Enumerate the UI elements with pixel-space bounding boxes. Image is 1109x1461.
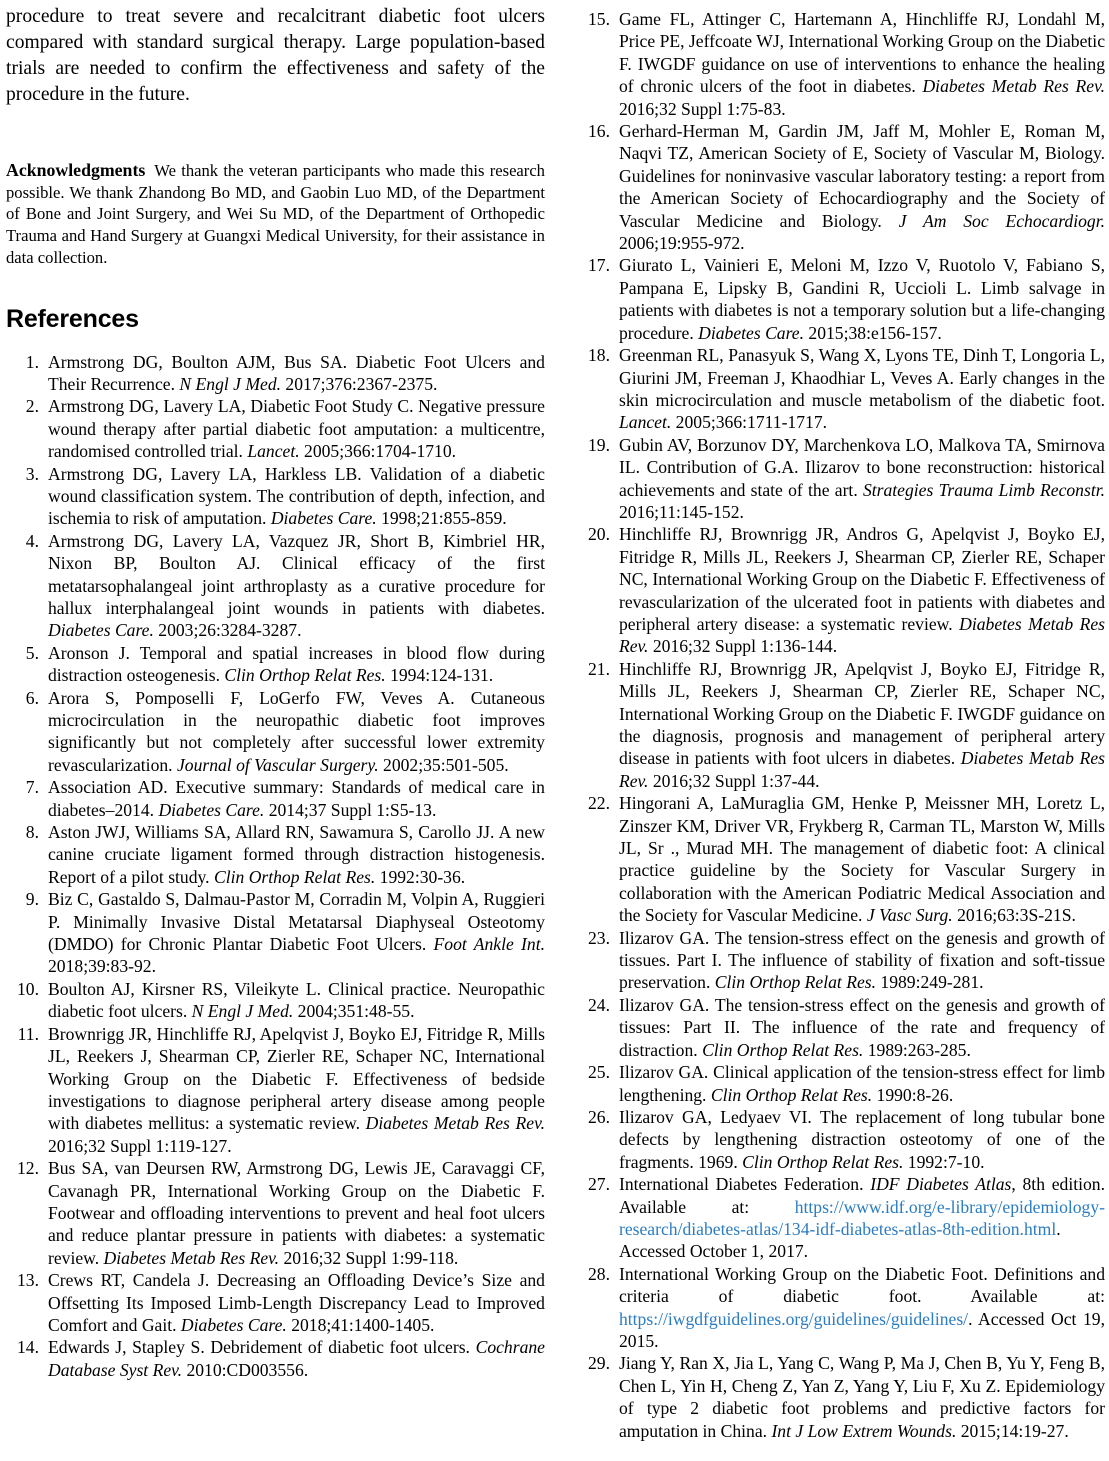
reference-text-segment: , 8th edition. Available at: <box>618 1174 1105 1217</box>
reference-text-segment: 1990:8-26. <box>872 1084 954 1105</box>
reference-text-segment: Hingorani A, LaMuraglia GM, Henke P, Meissner MH, Loretz L, Zinszer KM, Driver VR, Frykberg R, Carman TL, Marston W, Mills JL, Sr ., Murad MH. The management of diabetic foot: A clinical practice guideline by the Society for Vascular Surgery in collaboration with the American Podiatric Medical Association and the Society for Vascular Medicine. <box>618 793 1105 926</box>
reference-text-segment: 1998;21:855-859. <box>376 508 507 529</box>
reference-item <box>6 530 545 642</box>
reference-item <box>6 821 545 888</box>
reference-text-segment: Ilizarov GA. The tension-stress effect on the genesis and growth of tissues: Part II. The influence of the rate and frequency of distraction. <box>618 994 1105 1060</box>
reference-item <box>6 463 545 530</box>
reference-item <box>6 642 545 687</box>
reference-number: 20. <box>587 524 610 545</box>
reference-text-segment: Arora S, Pomposelli F, LoGerfo FW, Veves A. Cutaneous microcirculation in the neuropathic diabetic foot improves significantly but not completely after successful lower extremity revascularization. <box>48 687 545 775</box>
reference-text-segment: 2016;32 Suppl 1:99-118. <box>279 1247 459 1268</box>
journal-name: Foot Ankle Int. <box>433 934 545 955</box>
reference-text-segment: Armstrong DG, Lavery LA, Harkless LB. Validation of a diabetic wound classification system. The contribution of depth, infection, and ischemia to risk of amputation. <box>48 463 545 529</box>
reference-text-segment: 2018;41:1400-1405. <box>286 1314 435 1335</box>
reference-text-segment: 1989:249-281. <box>876 972 984 993</box>
reference-number: 29. <box>587 1353 610 1374</box>
reference-item <box>577 120 1105 254</box>
acknowledgments-text: We thank the veteran participants who made this research possible. We thank Zhandong Bo MD, and Gaobin Luo MD, of the Department of Bone and Joint Surgery, and Wei Su MD, of the Department of Orthopedic Trauma and Hand Surgery at Guangxi Medical University, for their assistance in data collection. <box>6 161 545 267</box>
journal-name: Diabetes Care. <box>48 620 154 641</box>
reference-text <box>619 1264 1105 1351</box>
reference-number: 28. <box>587 1263 610 1284</box>
reference-text-segment: 1992:7-10. <box>903 1151 985 1172</box>
reference-item <box>6 776 545 821</box>
reference-text <box>48 979 545 1021</box>
reference-text-segment: Crews RT, Candela J. Decreasing an Offloading Device’s Size and Offsetting Its Imposed Limb-Length Discrepancy Lead to Improved Comfort and Gait. <box>48 1270 545 1335</box>
journal-name: Cochrane Database Syst Rev. <box>48 1337 545 1380</box>
reference-text <box>48 777 545 819</box>
reference-text-segment: Aronson J. Temporal and spatial increases in blood flow during distraction osteogenesis. <box>48 642 545 686</box>
reference-number: 18. <box>587 345 610 366</box>
journal-name: Clin Orthop Relat Res. <box>710 1084 873 1105</box>
reference-number: 4. <box>25 530 39 551</box>
reference-text <box>619 9 1105 119</box>
reference-text <box>619 1174 1105 1261</box>
reference-text <box>619 995 1105 1060</box>
reference-number: 27. <box>587 1174 610 1195</box>
reference-item <box>577 658 1105 792</box>
reference-text-segment: 2003;26:3284-3287. <box>153 620 302 641</box>
journal-name: Lancet. <box>618 412 672 433</box>
reference-number: 15. <box>587 9 610 29</box>
reference-text-segment: 2014;37 Suppl 1:S5-13. <box>264 799 437 820</box>
journal-name: Diabetes Metab Res Rev. <box>922 76 1106 97</box>
reference-text-segment: 2006;19:955-972. <box>618 233 745 254</box>
reference-text-segment: 2015;38:e156-157. <box>804 322 942 343</box>
journal-name: J Am Soc Echocardiogr. <box>898 210 1105 231</box>
reference-text <box>619 255 1105 342</box>
reference-text <box>48 643 545 685</box>
right-column <box>577 4 1105 1461</box>
reference-text <box>619 1353 1105 1440</box>
reference-item <box>577 994 1105 1061</box>
reference-number: 9. <box>25 889 39 910</box>
journal-name: Strategies Trauma Limb Reconstr. <box>862 479 1105 500</box>
reference-number: 19. <box>587 434 610 455</box>
journal-name: Clin Orthop Relat Res. <box>702 1039 864 1060</box>
reference-text <box>619 435 1105 522</box>
reference-text <box>48 1337 545 1379</box>
reference-number: 22. <box>587 793 610 814</box>
reference-text <box>48 822 545 887</box>
reference-number: 6. <box>25 687 39 708</box>
reference-text-segment: Aston JWJ, Williams SA, Allard RN, Sawamura S, Carollo JJ. A new canine cruciate ligament formed through distraction histogenesis. Report of a pilot study. <box>48 822 545 887</box>
reference-text-segment: Ilizarov GA, Ledyaev VI. The replacement of long tubular bone defects by lengthening distraction osteotomy of one of the fragments. 1969. <box>618 1106 1105 1172</box>
reference-item <box>6 888 545 978</box>
closing-paragraph: procedure to treat severe and recalcitrant diabetic foot ulcers compared with standard surgical therapy. Large population-based trials are needed to confirm the effectiveness and safety of the procedure in the future. <box>6 6 545 105</box>
reference-item <box>577 1263 1105 1353</box>
journal-name: Diabetes Metab Res Rev. <box>103 1247 280 1268</box>
reference-number: 26. <box>587 1106 610 1127</box>
reference-text-segment: . Accessed Oct 19, 2015. <box>618 1308 1105 1351</box>
reference-item <box>6 1157 545 1269</box>
reference-number: 14. <box>17 1337 39 1358</box>
journal-name: Clin Orthop Relat Res. <box>714 972 877 993</box>
reference-text-segment: 1989:263-285. <box>863 1039 971 1060</box>
reference-text <box>619 345 1105 432</box>
reference-number: 12. <box>17 1158 39 1179</box>
reference-text <box>48 688 545 775</box>
reference-link[interactable]: https://www.idf.org/e-library/epidemiology-research/diabetes-atlas/134-idf-diabetes-atlas-8th-edition.html <box>618 1196 1105 1239</box>
reference-text <box>619 524 1105 656</box>
reference-text-segment: Association AD. Executive summary: Standards of medical care in diabetes–2014. <box>48 777 545 820</box>
journal-name: Clin Orthop Relat Res. <box>742 1151 904 1172</box>
reference-item <box>577 1352 1105 1442</box>
journal-name: N Engl J Med. <box>191 1001 294 1022</box>
reference-item <box>6 687 545 777</box>
reference-text-segment: . Accessed October 1, 2017. <box>618 1218 1061 1262</box>
reference-text-segment: Game FL, Attinger C, Hartemann A, Hinchliffe RJ, Londahl M, Price PE, Jeffcoate WJ, International Working Group on the Diabetic F. IWGDF guidance on use of interventions to enhance the healing of chronic ulcers of the foot in diabetes. <box>618 9 1105 97</box>
reference-number: 2. <box>25 396 39 417</box>
reference-number: 17. <box>587 255 610 276</box>
acknowledgments-section <box>6 160 545 269</box>
reference-text-segment: Jiang Y, Ran X, Jia L, Yang C, Wang P, Ma J, Chen B, Yu Y, Feng B, Chen L, Yin H, Cheng Z, Yan Z, Yang Y, Liu F, Xu Z. Epidemiology of type 2 diabetic foot problems and predictive factors for amputation in China. <box>618 1353 1105 1441</box>
reference-text-segment: 2016;32 Suppl 1:136-144. <box>648 636 838 657</box>
reference-number: 23. <box>587 927 610 948</box>
reference-number: 8. <box>25 822 39 843</box>
reference-text <box>48 464 545 529</box>
reference-item <box>577 434 1105 524</box>
reference-text <box>619 121 1105 253</box>
reference-item <box>6 1269 545 1336</box>
reference-number: 3. <box>25 463 39 484</box>
reference-item <box>577 8 1105 120</box>
reference-text <box>619 659 1105 791</box>
reference-item <box>577 1061 1105 1106</box>
reference-text-segment: Armstrong DG, Lavery LA, Diabetic Foot Study C. Negative pressure wound therapy after partial diabetic foot amputation: a multicentre, randomised controlled trial. <box>48 396 545 462</box>
reference-text-segment: 2015;14:19-27. <box>956 1420 1069 1441</box>
reference-text-segment: 2004;351:48-55. <box>293 1001 415 1022</box>
reference-number: 24. <box>587 994 610 1015</box>
reference-number: 13. <box>17 1270 39 1291</box>
reference-item <box>6 395 545 462</box>
reference-text-segment: Ilizarov GA. The tension-stress effect on the genesis and growth of tissues. Part I. The influence of stability of fixation and soft-tissue preservation. <box>618 927 1105 993</box>
journal-name: Diabetes Care. <box>180 1314 287 1335</box>
reference-item <box>577 1106 1105 1173</box>
journal-name: Diabetes Metab Res Rev. <box>365 1113 545 1134</box>
reference-item <box>577 927 1105 994</box>
reference-text-segment: 2016;32 Suppl 1:37-44. <box>648 770 820 791</box>
reference-text-segment: Giurato L, Vainieri E, Meloni M, Izzo V, Ruotolo V, Fabiano S, Pampana E, Lipsky B, Gandini R, Uccioli L. Limb salvage in patients with diabetes is not a temporary solution but a life-changing procedure. <box>618 255 1105 343</box>
reference-item <box>577 792 1105 926</box>
reference-text-segment: 2017;376:2367-2375. <box>281 373 438 394</box>
reference-text-segment: Boulton AJ, Kirsner RS, Vileikyte L. Clinical practice. Neuropathic diabetic foot ulcers. <box>48 978 545 1022</box>
reference-text-segment: Greenman RL, Panasyuk S, Wang X, Lyons TE, Dinh T, Longoria L, Giurini JM, Freeman J, Khaodhiar L, Veves A. Early changes in the skin microcirculation and muscle metabolism of the diabetic foot. <box>618 345 1105 410</box>
reference-text-segment: Biz C, Gastaldo S, Dalmau-Pastor M, Corradin M, Volpin A, Ruggieri P. Minimally Invasive Distal Metatarsal Diaphyseal Osteotomy (DMDO) for Chronic Plantar Diabetic Foot Ulcers. <box>48 889 545 955</box>
reference-text-segment: 2016;11:145-152. <box>618 501 744 522</box>
reference-text-segment: 2002;35:501-505. <box>378 754 509 775</box>
journal-name: Diabetes Care. <box>698 322 804 343</box>
reference-text <box>48 396 545 461</box>
reference-text-segment: 2016;32 Suppl 1:119-127. <box>48 1135 232 1156</box>
journal-name: N Engl J Med. <box>179 373 282 394</box>
reference-number: 1. <box>25 351 39 372</box>
reference-text <box>619 793 1105 925</box>
reference-text-segment: 2018;39:83-92. <box>48 956 157 977</box>
reference-number: 25. <box>587 1062 610 1083</box>
reference-item <box>577 254 1105 344</box>
reference-text <box>619 1107 1105 1172</box>
journal-name: Diabetes Care. <box>270 508 377 529</box>
journal-name: Clin Orthop Relat Res. <box>224 665 386 686</box>
reference-text <box>48 889 545 976</box>
reference-text-segment: Hinchliffe RJ, Brownrigg JR, Andros G, Apelqvist J, Boyko EJ, Fitridge R, Mills JL, Reekers J, Shearman CP, Zierler RE, Schaper NC, International Working Group on the Diabetic F. Effectiveness of revascularization of the ulcerated foot in patients with diabetes and peripheral artery disease: a systematic review. <box>618 524 1105 634</box>
reference-text <box>48 1270 545 1335</box>
journal-name: Clin Orthop Relat Res. <box>213 866 376 887</box>
reference-text-segment: International Working Group on the Diabetic Foot. Definitions and criteria of diabetic foot. Available at: <box>618 1263 1105 1307</box>
reference-text <box>48 1024 545 1156</box>
reference-text <box>48 1158 545 1268</box>
journal-name: Int J Low Extrem Wounds. <box>771 1420 957 1441</box>
journal-name: IDF Diabetes Atlas <box>870 1174 1012 1195</box>
journal-name: Diabetes Metab Res Rev. <box>618 748 1105 791</box>
reference-text-segment: Gubin AV, Borzunov DY, Marchenkova LO, Malkova TA, Smirnova IL. Contribution of G.A. Ilizarov to bone reconstruction: historical achievements and state of the art. <box>618 434 1105 500</box>
journal-name: Lancet. <box>247 441 300 462</box>
reference-text-segment: 2016;32 Suppl 1:75-83. <box>618 98 786 119</box>
acknowledgments-heading: Acknowledgments <box>6 160 146 180</box>
reference-item <box>577 344 1105 434</box>
reference-text-segment: Armstrong DG, Lavery LA, Vazquez JR, Short B, Kimbriel HR, Nixon BP, Boulton AJ. Clinical efficacy of the first metatarsophalangeal joint arthroplasty as a curative procedure for hallux interphalangeal joint wounds in patients with diabetes. <box>48 530 545 618</box>
reference-text-segment: International Diabetes Federation. <box>618 1174 871 1195</box>
reference-number: 5. <box>25 642 39 663</box>
reference-link[interactable]: https://iwgdfguidelines.org/guidelines/guidelines/ <box>618 1308 969 1329</box>
reference-text-segment: Hinchliffe RJ, Brownrigg JR, Apelqvist J, Boyko EJ, Fitridge R, Mills JL, Reekers J, Shearman CP, Zierler RE, Schaper NC, International Working Group on the Diabetic F. IWGDF guidance on the diagnosis, prognosis and management of peripheral artery disease in patients with foot ulcers in diabetes. <box>618 658 1105 769</box>
reference-item <box>6 1336 545 1381</box>
reference-item <box>577 1173 1105 1263</box>
reference-number: 21. <box>587 658 610 679</box>
reference-text-segment: Gerhard-Herman M, Gardin JM, Jaff M, Mohler E, Roman M, Naqvi TZ, American Society of E, Society of Vascular M, Biology. Guidelines for noninvasive vascular laboratory testing: a report from the American Society of Echocardiography and the Society of Vascular Medicine and Biology. <box>618 121 1105 231</box>
reference-text <box>619 928 1105 993</box>
reference-number: 16. <box>587 121 610 142</box>
reference-text-segment: 2016;63:3S-21S. <box>952 905 1076 926</box>
reference-text <box>48 531 545 641</box>
journal-name: Diabetes Metab Res Rev. <box>618 613 1106 657</box>
left-column <box>6 4 545 1461</box>
reference-text <box>619 1062 1105 1104</box>
reference-text-segment: 2005;366:1704-1710. <box>299 441 457 462</box>
reference-number: 7. <box>25 777 39 798</box>
reference-number: 11. <box>17 1023 39 1044</box>
reference-text-segment: Bus SA, van Deursen RW, Armstrong DG, Lewis JE, Caravaggi CF, Cavanagh PR, International Working Group on the Diabetic F. Footwear and offloading interventions to prevent and heal foot ulcers and reduce plantar pressure in patients with diabetes: a systematic review. <box>48 1158 545 1268</box>
reference-item <box>577 523 1105 657</box>
reference-text-segment: 2005;366:1711-1717. <box>671 412 828 433</box>
reference-text-segment: Armstrong DG, Boulton AJM, Bus SA. Diabetic Foot Ulcers and Their Recurrence. <box>48 351 545 394</box>
references-list-left <box>6 351 545 1382</box>
journal-name: J Vasc Surg. <box>866 905 953 926</box>
reference-text-segment: Ilizarov GA. Clinical application of the tension-stress effect for limb lengthening. <box>618 1062 1105 1105</box>
references-heading: References <box>6 304 139 333</box>
journal-name: Diabetes Care. <box>158 799 265 820</box>
reference-item <box>6 351 545 396</box>
reference-text-segment: Edwards J, Stapley S. Debridement of diabetic foot ulcers. <box>48 1337 476 1358</box>
reference-text-segment: 2010:CD003556. <box>182 1359 309 1380</box>
reference-text <box>48 352 545 394</box>
reference-item <box>6 1023 545 1157</box>
reference-number: 10. <box>17 978 39 999</box>
journal-name: Journal of Vascular Surgery. <box>176 754 379 775</box>
reference-text-segment: 1994:124-131. <box>385 665 494 686</box>
reference-item <box>6 978 545 1023</box>
reference-text-segment: Brownrigg JR, Hinchliffe RJ, Apelqvist J, Boyko EJ, Fitridge R, Mills JL, Reekers J, Shearman CP, Zierler RE, Schaper NC, International Working Group on the Diabetic F. Effectiveness of bedside investigations to diagnose peripheral artery disease among people with diabetes mellitus: a systematic review. <box>48 1023 545 1134</box>
references-list-right <box>577 8 1105 1442</box>
reference-text-segment: 1992:30-36. <box>375 866 466 887</box>
